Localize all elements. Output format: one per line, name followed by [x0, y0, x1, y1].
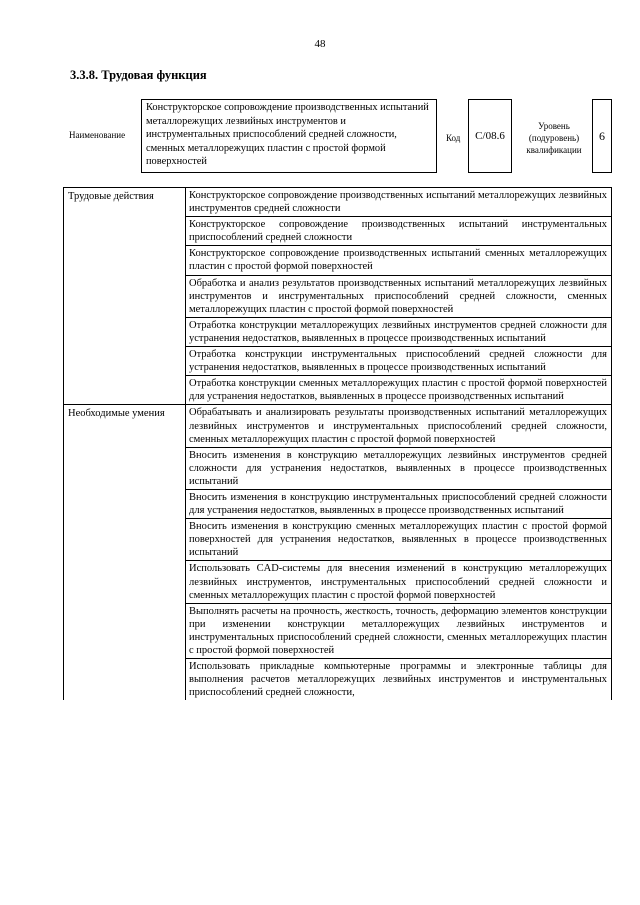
qualification-level-label: Уровень (подуровень) квалификации	[526, 121, 582, 155]
table-cell-text: Вносить изменения в конструкцию сменных металлорежущих пластин с простой формой поверхностей для устранения недостатков, выявленных в процессе производственных испытаний	[186, 519, 612, 561]
table-cell-text: Конструкторское сопровождение производственных испытаний сменных металлорежущих пластин с простой формой поверхностей	[186, 246, 612, 275]
table-cell-text: Использовать прикладные компьютерные программы и электронные таблицы для выполнения расчетов металлорежущих лезвийных инструментов и инструментальных приспособлений средней сложности,	[186, 659, 612, 701]
table-cell-text: Конструкторское сопровождение производственных испытаний инструментальных приспособлений средней сложности	[186, 217, 612, 246]
table-row	[64, 405, 612, 447]
table-row	[64, 188, 612, 217]
table-cell-text: Вносить изменения в конструкцию инструментальных приспособлений средней сложности для устранения недостатков, выявленных в процессе производственных испытаний	[186, 489, 612, 518]
code-value: С/08.6	[468, 99, 512, 173]
section-label: Необходимые умения	[64, 405, 186, 700]
table-cell-text: Обрабатывать и анализировать результаты производственных испытаний металлорежущих лезвийных инструментов и инструментальных приспособлений средней сложности, сменных металлорежущих пластин с простой формой поверхностей	[186, 405, 612, 447]
page-number: 48	[314, 38, 326, 50]
function-name-value: Конструкторское сопровождение производственных испытаний металлорежущих лезвийных инструментов и инструментальных приспособлений средней сложности, сменных металлорежущих пластин с простой формой поверхностей	[141, 99, 437, 173]
name-label: Наименование	[69, 130, 126, 140]
table-cell-text: Обработка и анализ результатов производственных испытаний металлорежущих лезвийных инструментов и инструментальных приспособлений средней сложности, сменных металлорежущих пластин с простой формой поверхностей	[186, 275, 612, 317]
function-table	[63, 187, 612, 700]
table-cell-text: Отработка конструкции металлорежущих лезвийных инструментов средней сложности для устранения недостатков, выявленных в процессе производственных испытаний	[186, 317, 612, 346]
qualification-level-value: 6	[592, 99, 612, 173]
table-cell-text: Отработка конструкции сменных металлорежущих пластин с простой формой поверхностей для устранения недостатков, выявленных в процессе производственных испытаний	[186, 376, 612, 405]
section-title: 3.3.8. Трудовая функция	[70, 68, 207, 82]
table-cell-text: Вносить изменения в конструкцию металлорежущих лезвийных инструментов средней сложности для устранения недостатков, выявленных в процессе производственных испытаний	[186, 447, 612, 489]
table-cell-text: Отработка конструкции инструментальных приспособлений средней сложности для устранения недостатков, выявленных в процессе производственных испытаний	[186, 347, 612, 376]
table-cell-text: Выполнять расчеты на прочность, жесткость, точность, деформацию элементов конструкции при изменении конструкции металлорежущих лезвийных инструментов и инструментальных приспособлений средней сложности, сменных металлорежущих пластин с простой формой поверхностей	[186, 603, 612, 658]
code-label: Код	[446, 133, 461, 143]
table-cell-text: Конструкторское сопровождение производственных испытаний металлорежущих лезвийных инструментов средней сложности	[186, 188, 612, 217]
section-label: Трудовые действия	[64, 188, 186, 405]
table-cell-text: Использовать CAD-системы для внесения изменений в конструкцию металлорежущих лезвийных инструментов, инструментальных приспособлений средней сложности и сменных металлорежущих пластин с простой формой поверхностей	[186, 561, 612, 603]
